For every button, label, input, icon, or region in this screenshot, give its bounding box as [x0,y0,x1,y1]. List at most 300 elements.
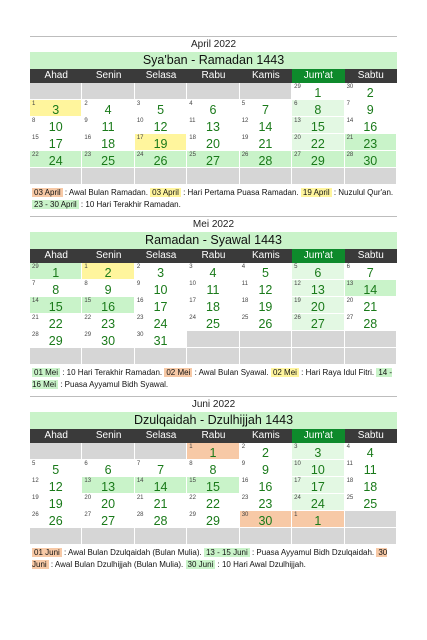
gregorian-day-number: 25 [363,497,378,511]
gregorian-day-number: 4 [366,446,374,460]
day-cell [345,280,397,297]
month-notes [30,185,397,211]
gregorian-day-number: 22 [206,497,220,511]
hijri-day-number: 23 [84,152,92,158]
gregorian-day-number: 1 [314,514,322,528]
hijri-day-number: 6 [84,461,88,467]
hijri-day-number: 18 [346,478,354,484]
hijri-day-number: 24 [294,495,301,501]
day-grid [30,263,397,365]
day-cell [187,443,239,460]
day-cell [240,151,292,168]
note-text: : Awal Bulan Syawal. [192,368,271,377]
day-cell [240,443,292,460]
note-text: : Awal Bulan Ramadan. [62,188,151,197]
note-date-highlight: 19 April [302,188,330,197]
gregorian-day-number: 16 [258,480,273,494]
gregorian-day-number: 27 [310,317,325,331]
gregorian-day-number: 22 [48,317,63,331]
empty-day-cell [135,168,187,185]
hijri-day-number: 10 [189,281,196,287]
day-cell [82,314,134,331]
hijri-day-number: 10 [294,461,301,467]
empty-day-cell [345,511,397,528]
day-cell [30,100,82,117]
day-cell [292,280,344,297]
hijri-day-number: 22 [189,495,196,501]
weekday-label: Selasa [145,430,177,441]
gregorian-day-number: 7 [261,103,269,117]
hijri-day-number: 12 [32,478,39,484]
day-cell [187,511,239,528]
day-cell [30,297,82,314]
hijri-day-number: 3 [189,264,193,270]
note-text: : Puasa Ayyamul Bidh Dzulqaidah. [249,548,377,557]
hijri-day-number: 20 [294,135,301,141]
empty-day-cell [345,528,397,545]
day-grid [30,443,397,545]
day-cell [135,280,187,297]
hijri-day-number: 2 [84,101,88,107]
gregorian-day-number: 23 [258,497,273,511]
hijri-day-number: 23 [241,495,249,501]
gregorian-day-number: 25 [206,317,220,331]
day-cell [135,117,187,134]
hijri-day-number: 27 [84,512,92,518]
empty-day-cell [292,168,344,185]
gregorian-day-number: 17 [48,137,63,151]
day-cell [240,494,292,511]
hijri-day-number: 17 [136,135,144,141]
empty-day-cell [240,348,292,365]
hijri-month-title: Sya'ban - Ramadan 1443 [30,52,397,69]
weekday-label: Sabtu [357,70,384,81]
empty-day-cell [82,528,134,545]
day-cell [187,263,239,280]
note-date-highlight: 14 - 16 Mei [32,368,393,389]
gregorian-day-number: 1 [52,266,60,280]
empty-day-cell [82,443,134,460]
gregorian-day-number: 26 [153,154,168,168]
gregorian-day-number: 27 [101,514,116,528]
gregorian-day-number: 30 [363,154,378,168]
hijri-day-number: 4 [189,101,193,107]
hijri-day-number: 9 [136,281,141,287]
day-cell [135,151,187,168]
hijri-day-number: 22 [32,152,39,158]
weekday-header [30,69,397,83]
month-notes [30,365,397,391]
gregorian-day-number: 13 [310,283,325,297]
gregorian-day-number: 9 [104,283,112,297]
hijri-day-number: 16 [84,135,92,141]
hijri-day-number: 11 [346,461,353,467]
hijri-day-number: 29 [294,84,301,90]
hijri-day-number: 17 [294,478,301,484]
note-date-highlight: 02 Mei [166,368,191,377]
weekday-label: Ahad [44,250,68,261]
gregorian-day-number: 19 [48,497,63,511]
note-text: : Awal Bulan Dzulqaidah (Bulan Mulia). [61,548,204,557]
gregorian-day-number: 12 [153,120,168,134]
empty-day-cell [30,443,82,460]
hijri-day-number: 29 [32,264,39,270]
gregorian-day-number: 18 [101,137,116,151]
hijri-day-number: 2 [241,444,246,450]
hijri-day-number: 25 [346,495,354,501]
gregorian-day-number: 2 [261,446,269,460]
empty-day-cell [30,348,82,365]
day-cell [82,297,134,314]
gregorian-day-number: 11 [101,120,115,134]
day-cell [135,460,187,477]
gregorian-day-number: 6 [209,103,217,117]
empty-day-cell [82,83,134,100]
empty-day-cell [30,168,82,185]
gregorian-day-number: 22 [310,137,325,151]
day-cell [82,331,134,348]
gregorian-day-number: 13 [206,120,220,134]
empty-day-cell [135,348,187,365]
gregorian-day-number: 15 [48,300,63,314]
hijri-day-number: 17 [189,298,196,304]
gregorian-day-number: 2 [104,266,112,280]
hijri-day-number: 19 [294,298,301,304]
gregorian-day-number: 14 [258,120,273,134]
hijri-day-number: 12 [241,118,249,124]
day-cell [30,280,82,297]
gregorian-day-number: 24 [48,154,63,168]
empty-day-cell [187,168,239,185]
note-date-highlight: 30 Juni [187,560,214,569]
hijri-day-number: 15 [189,478,196,484]
gregorian-day-number: 24 [310,497,325,511]
gregorian-day-number: 12 [258,283,273,297]
day-cell [240,134,292,151]
day-cell [345,100,397,117]
note-date-highlight: 23 - 30 April [34,200,77,209]
hijri-day-number: 24 [136,152,144,158]
weekday-label: Kamis [252,250,280,261]
gregorian-day-number: 3 [314,446,322,460]
day-cell [292,117,344,134]
hijri-day-number: 28 [136,512,144,518]
day-cell [187,297,239,314]
gregorian-day-number: 14 [363,283,378,297]
weekday-label: Rabu [201,430,226,441]
empty-day-cell [240,83,292,100]
gregorian-day-number: 5 [157,103,165,117]
empty-day-cell [135,443,187,460]
gregorian-day-number: 29 [206,514,220,528]
gregorian-day-number: 15 [206,480,220,494]
gregorian-day-number: 11 [206,283,220,297]
day-cell [135,511,187,528]
hijri-day-number: 14 [136,478,144,484]
note-date-highlight: 03 April [34,188,61,197]
hijri-day-number: 30 [346,84,354,90]
empty-day-cell [292,528,344,545]
day-cell [292,100,344,117]
gregorian-day-number: 15 [310,120,325,134]
day-cell [345,134,397,151]
gregorian-day-number: 3 [157,266,165,280]
day-cell [30,263,82,280]
day-cell [240,263,292,280]
gregorian-day-number: 29 [310,154,325,168]
hijri-day-number: 21 [346,135,354,141]
gregorian-day-number: 21 [153,497,168,511]
gregorian-day-number: 19 [153,137,168,151]
day-cell [135,477,187,494]
day-cell [82,117,134,134]
gregorian-day-number: 7 [157,463,165,477]
day-cell [345,83,397,100]
day-cell [187,117,239,134]
gregorian-day-number: 28 [258,154,273,168]
day-cell [292,314,344,331]
empty-day-cell [240,331,292,348]
gregorian-day-number: 20 [310,300,325,314]
hijri-day-number: 2 [136,264,141,270]
weekday-label: Senin [95,430,122,441]
note-text: : 10 Hari Awal Dzulhijjah. [215,560,306,569]
day-cell [345,117,397,134]
gregorian-day-number: 18 [363,480,378,494]
gregorian-day-number: 10 [48,120,63,134]
weekday-label: Senin [95,70,122,81]
day-cell [240,280,292,297]
hijri-day-number: 15 [84,298,92,304]
day-cell [187,280,239,297]
empty-day-cell [187,528,239,545]
day-cell [240,511,292,528]
hijri-day-number: 13 [84,478,92,484]
day-cell [292,134,344,151]
weekday-label: Rabu [201,250,226,261]
day-cell [135,134,187,151]
hijri-day-number: 11 [189,118,196,124]
gregorian-day-number: 8 [209,463,217,477]
day-cell [292,494,344,511]
hijri-month-title: Dzulqaidah - Dzulhijjah 1443 [30,412,397,429]
empty-day-cell [292,348,344,365]
weekday-label: Jum'at [292,69,344,83]
hijri-day-number: 4 [241,264,246,270]
weekday-label: Jum'at [292,249,344,263]
day-cell [345,443,397,460]
gregorian-day-number: 4 [209,266,217,280]
empty-day-cell [345,348,397,365]
day-cell [292,477,344,494]
hijri-day-number: 28 [346,152,354,158]
note-text: : Nuzulul Qur'an. [331,188,394,197]
hijri-day-number: 20 [346,298,354,304]
day-cell [135,494,187,511]
weekday-label: Ahad [44,70,68,81]
day-cell [292,83,344,100]
gregorian-day-number: 7 [366,266,374,280]
hijri-day-number: 18 [189,135,196,141]
hijri-day-number: 19 [32,495,39,501]
hijri-day-number: 25 [241,315,249,321]
day-cell [240,477,292,494]
gregorian-day-number: 20 [206,137,220,151]
hijri-day-number: 19 [241,135,249,141]
gregorian-day-number: 23 [101,317,116,331]
day-cell [82,280,134,297]
gregorian-day-number: 17 [153,300,168,314]
hijri-day-number: 26 [294,315,301,321]
empty-day-cell [187,348,239,365]
day-cell [187,314,239,331]
day-cell [345,494,397,511]
day-cell [30,331,82,348]
hijri-day-number: 10 [136,118,144,124]
hijri-day-number: 1 [32,101,36,107]
day-cell [240,117,292,134]
day-cell [135,331,187,348]
hijri-day-number: 20 [84,495,92,501]
gregorian-day-number: 13 [101,480,116,494]
hijri-day-number: 6 [294,101,298,107]
day-cell [30,151,82,168]
day-cell [30,117,82,134]
hijri-day-number: 5 [294,264,298,270]
empty-day-cell [135,528,187,545]
day-cell [187,100,239,117]
day-cell [30,314,82,331]
hijri-day-number: 1 [189,444,193,450]
month-title: April 2022 [30,36,397,52]
day-cell [345,460,397,477]
gregorian-day-number: 26 [48,514,63,528]
note-text: : Puasa Ayyamul Bidh Syawal. [58,380,169,389]
hijri-day-number: 9 [84,118,88,124]
gregorian-day-number: 4 [104,103,112,117]
gregorian-day-number: 27 [206,154,220,168]
note-text: : 10 Hari Terakhir Ramadan. [60,368,165,377]
empty-day-cell [345,331,397,348]
hijri-day-number: 1 [294,512,298,518]
hijri-day-number: 27 [346,315,354,321]
hijri-day-number: 7 [136,461,141,467]
month-title: Mei 2022 [30,216,397,232]
day-cell [292,297,344,314]
hijri-day-number: 9 [241,461,246,467]
gregorian-day-number: 26 [258,317,273,331]
empty-day-cell [82,168,134,185]
gregorian-day-number: 16 [363,120,378,134]
day-grid [30,83,397,185]
day-cell [345,151,397,168]
day-cell [292,151,344,168]
empty-day-cell [292,331,344,348]
gregorian-day-number: 21 [363,300,378,314]
day-cell [292,460,344,477]
day-cell [82,477,134,494]
day-cell [30,511,82,528]
note-text: : Hari Raya Idul Fitri. [298,368,377,377]
day-cell [187,134,239,151]
day-cell [30,477,82,494]
hijri-day-number: 15 [32,135,39,141]
gregorian-day-number: 12 [48,480,63,494]
hijri-day-number: 16 [241,478,249,484]
weekday-label: Sabtu [357,250,384,261]
gregorian-day-number: 18 [206,300,220,314]
gregorian-day-number: 24 [153,317,168,331]
weekday-label: Selasa [145,250,177,261]
gregorian-day-number: 30 [101,334,116,348]
day-cell [82,100,134,117]
gregorian-day-number: 17 [310,480,325,494]
gregorian-day-number: 5 [52,463,60,477]
note-text: : 10 Hari Terakhir Ramadan. [78,200,181,209]
weekday-label: Ahad [44,430,68,441]
gregorian-day-number: 2 [366,86,374,100]
hijri-day-number: 13 [346,281,354,287]
hijri-day-number: 12 [294,281,301,287]
note-date-highlight: 01 Mei [34,368,59,377]
hijri-day-number: 5 [32,461,36,467]
gregorian-day-number: 6 [314,266,322,280]
hijri-day-number: 18 [241,298,249,304]
hijri-day-number: 22 [84,315,92,321]
note-date-highlight: 01 Juni [34,548,60,557]
day-cell [82,494,134,511]
day-cell [187,477,239,494]
weekday-header [30,429,397,443]
empty-day-cell [30,83,82,100]
gregorian-day-number: 28 [153,514,168,528]
empty-day-cell [240,168,292,185]
day-cell [82,134,134,151]
day-cell [135,314,187,331]
weekday-label: Kamis [252,70,280,81]
gregorian-day-number: 9 [261,463,269,477]
day-cell [240,314,292,331]
gregorian-day-number: 21 [258,137,273,151]
gregorian-day-number: 1 [314,86,322,100]
day-cell [30,460,82,477]
hijri-day-number: 27 [294,152,301,158]
day-cell [345,263,397,280]
hijri-day-number: 29 [189,512,196,518]
weekday-label: Jum'at [292,429,344,443]
hijri-day-number: 11 [241,281,248,287]
day-cell [82,460,134,477]
gregorian-day-number: 9 [366,103,374,117]
hijri-day-number: 16 [136,298,144,304]
day-cell [187,460,239,477]
hijri-day-number: 4 [346,444,350,450]
gregorian-day-number: 23 [363,137,378,151]
hijri-day-number: 7 [346,101,350,107]
day-cell [82,151,134,168]
empty-day-cell [82,348,134,365]
hijri-day-number: 26 [32,512,39,518]
hijri-day-number: 1 [84,264,88,270]
gregorian-day-number: 29 [48,334,63,348]
hijri-month-title: Ramadan - Syawal 1443 [30,232,397,249]
hijri-day-number: 8 [84,281,88,287]
day-cell [82,511,134,528]
day-cell [345,477,397,494]
day-cell [135,263,187,280]
day-cell [30,134,82,151]
weekday-label: Kamis [252,430,280,441]
